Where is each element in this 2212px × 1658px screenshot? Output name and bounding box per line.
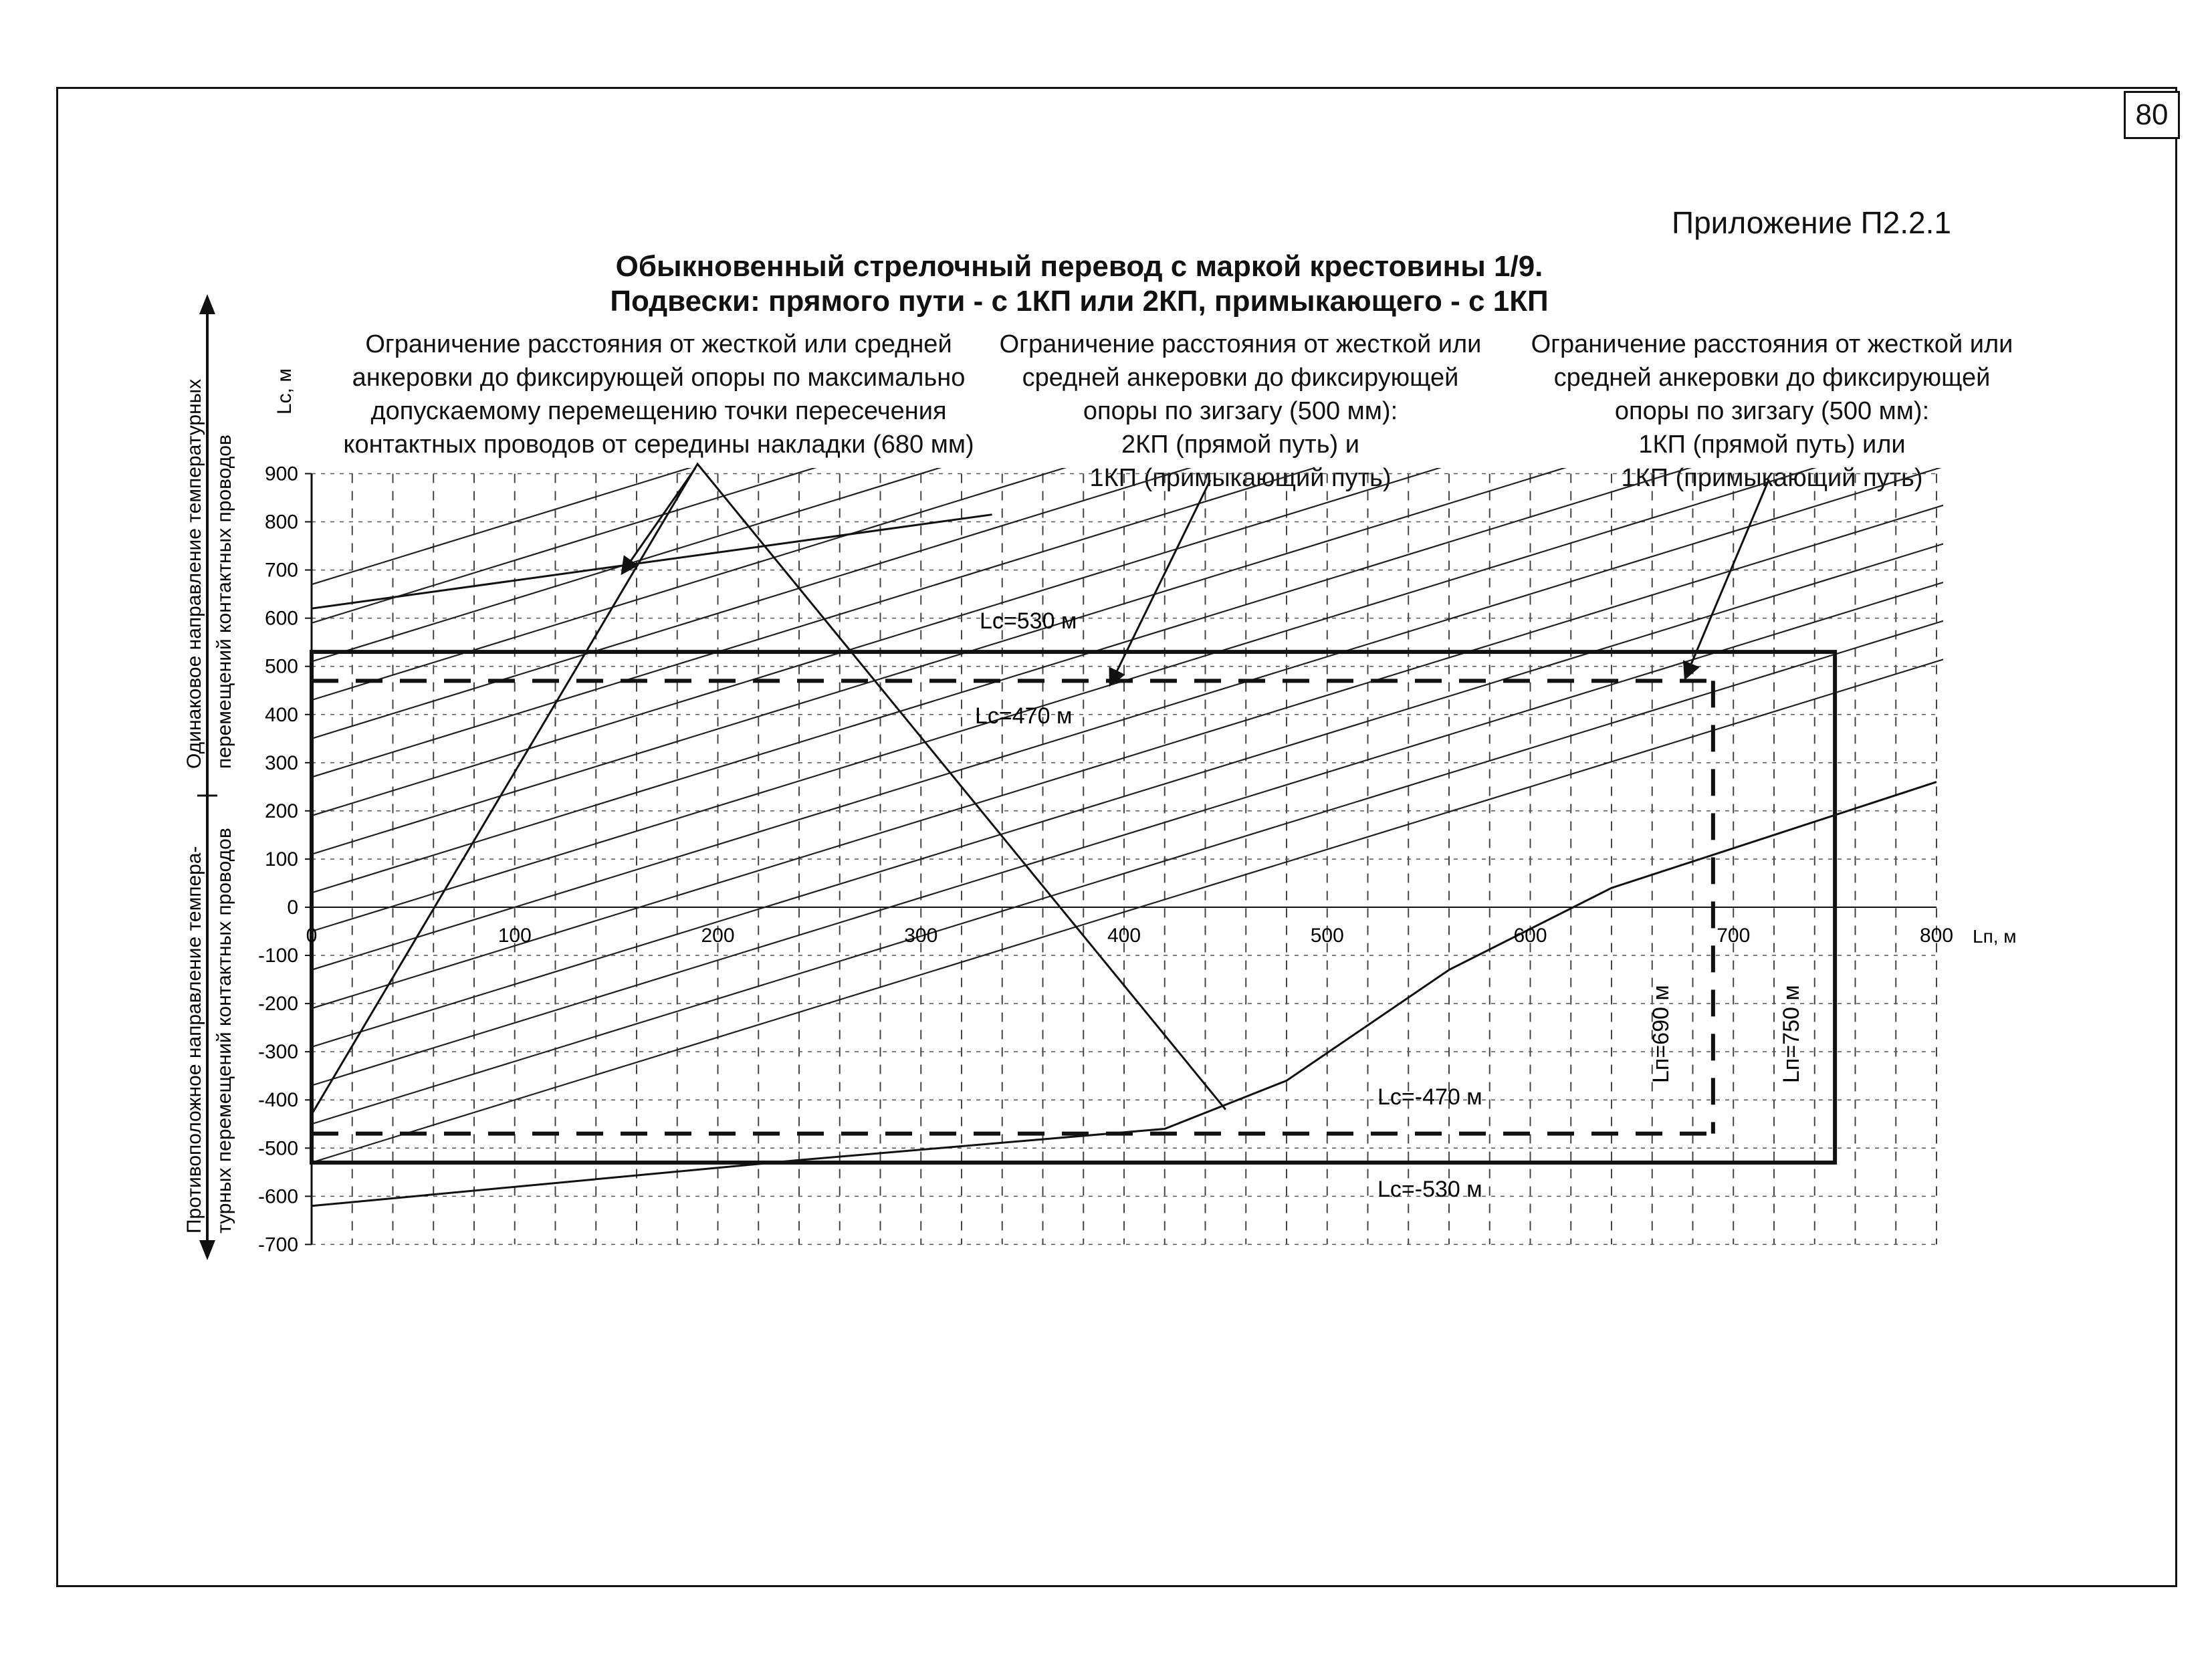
annotation-note-2: Ограничение расстояния от жесткой или средней анкеровки до фиксирующей опоры по зигзагу (500 мм): 2КП (прямой путь) и 1КП (примыкающий путь) [999, 330, 1482, 492]
annotation-arrow-2 [1110, 480, 1210, 685]
y-tick-label: -100 [257, 945, 298, 967]
side-label-top-1: Одинаковое направление температурных [183, 378, 205, 769]
side-label-top-2: перемещений контактных проводов [213, 435, 235, 769]
chart-title-line1: Обыкновенный стрелочный перевод с маркой крестовины 1/9. [615, 250, 1543, 283]
lc-neg470-label: Lc=-470 м [1377, 1084, 1482, 1110]
hatch-line [108, 21, 2140, 647]
side-label-bottom-1: Противоположное направление темпера- [183, 846, 205, 1233]
x-tick-label: 500 [1310, 925, 1344, 947]
lc-530-label: Lc=530 м [980, 608, 1077, 634]
lc-470-label: Lc=470 м [975, 703, 1073, 729]
y-tick-label: 800 [264, 511, 298, 534]
grid-lines [312, 473, 1937, 1244]
annotation-note-3: Ограничение расстояния от жесткой или средней анкеровки до фиксирующей опоры по зигзагу (500 мм): 1КП (прямой путь) или 1КП (примыкающий путь) [1531, 330, 2013, 492]
y-tick-label: 700 [264, 559, 298, 582]
y-tick-label: -500 [257, 1137, 298, 1160]
y-tick-label: 200 [264, 800, 298, 822]
y-tick-label: -700 [257, 1233, 298, 1256]
y-tick-label: 600 [264, 607, 298, 630]
x-tick-label: 300 [904, 925, 938, 947]
appendix-label: Приложение П2.2.1 [1672, 205, 1951, 240]
y-tick-label: 300 [264, 751, 298, 774]
side-axis-arrow-up [199, 294, 215, 314]
y-tick-label: -400 [257, 1089, 298, 1112]
x-tick-label: 200 [701, 925, 735, 947]
y-tick-label: 900 [264, 463, 298, 485]
y-tick-label: 400 [264, 703, 298, 726]
annotation-note-1: Ограничение расстояния от жесткой или средней анкеровки до фиксирующей опоры по максимально допускаемому перемещению точки пересечения контактных проводов от середины накладки (680 мм) [343, 330, 974, 459]
x-tick-label: 0 [306, 925, 318, 947]
y-axis-label: Lc, м [273, 368, 296, 414]
x-axis-label: Lп, м [1973, 926, 2017, 947]
series-triangle [312, 464, 1226, 1114]
x-tick-label: 400 [1107, 925, 1141, 947]
y-tick-label: 0 [287, 897, 298, 919]
x-tick-label: 100 [497, 925, 532, 947]
y-tick-label: 500 [264, 655, 298, 678]
side-axis-arrow-down [199, 1240, 215, 1260]
chart-title-line2: Подвески: прямого пути - с 1КП или 2КП, примыкающего - с 1КП [610, 285, 1549, 318]
ln-750-label: Lп=750 м [1779, 985, 1804, 1083]
x-tick-label: 800 [1919, 925, 1954, 947]
page-number: 80 [2124, 91, 2180, 139]
x-tick-label: 700 [1717, 925, 1751, 947]
side-label-bottom-2: турных перемещений контактных проводов [213, 828, 235, 1233]
hatch-line [108, 60, 2140, 686]
lc-neg530-label: Lc=-530 м [1377, 1177, 1482, 1202]
x-tick-label: 600 [1513, 925, 1547, 947]
y-tick-label: -300 [257, 1041, 298, 1064]
y-tick-label: 100 [264, 848, 298, 870]
y-tick-label: -200 [257, 993, 298, 1016]
y-tick-label: -600 [257, 1185, 298, 1208]
ln-690-label: Lп=690 м [1648, 985, 1674, 1083]
